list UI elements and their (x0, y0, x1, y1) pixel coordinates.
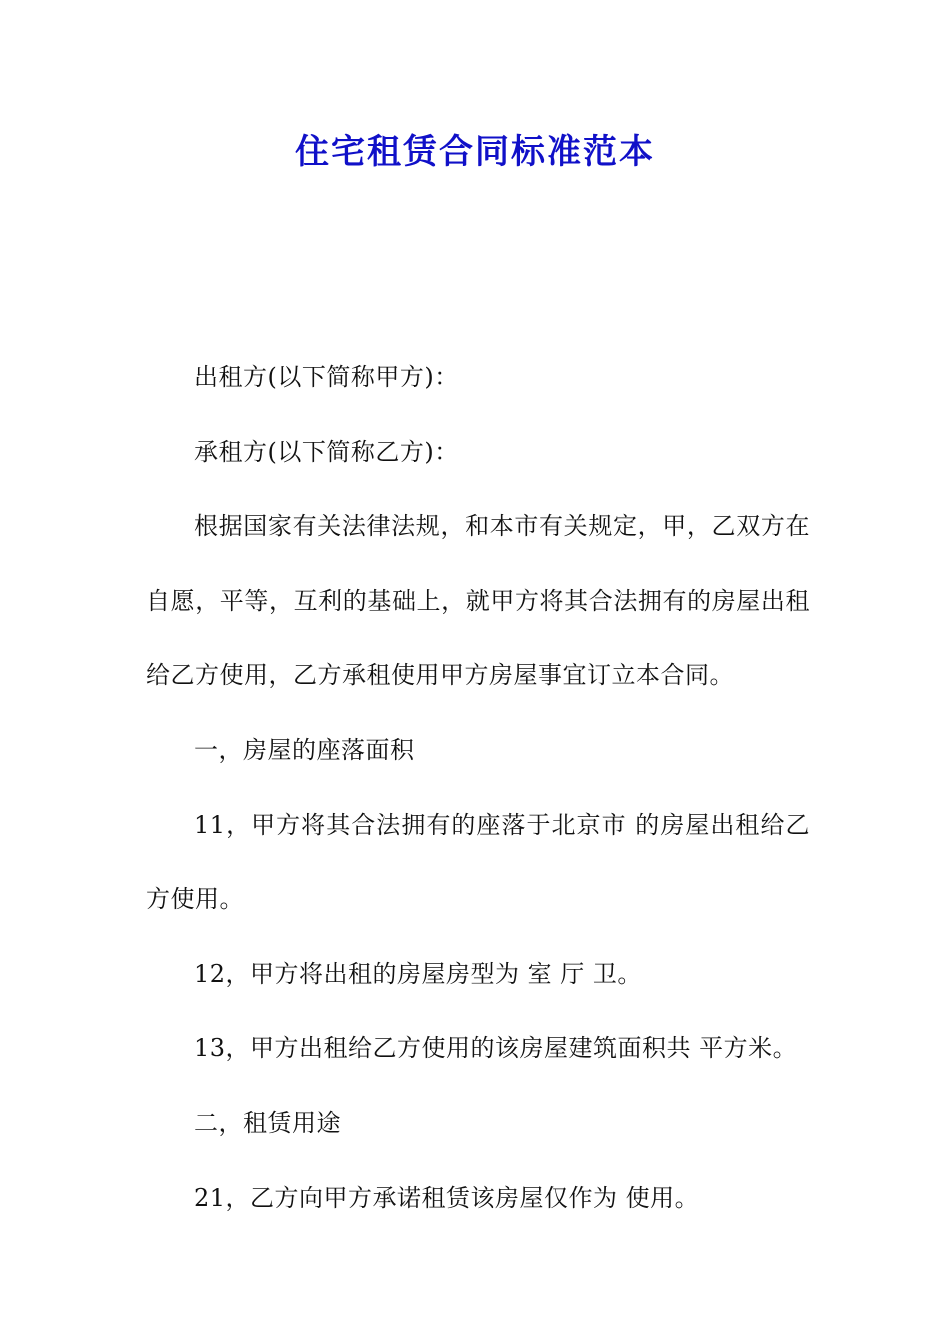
clause-1-1: 11，甲方将其合法拥有的座落于北京市 的房屋出租给乙方使用。 (146, 810, 810, 914)
section-heading-1: 一，房屋的座落面积 (194, 735, 415, 764)
preamble-paragraph: 根据国家有关法律法规，和本市有关规定，甲，乙双方在自愿，平等，互利的基础上，就甲方将其合法拥有的房屋出租给乙方使用，乙方承租使用甲方房屋事宜订立本合同。 (146, 512, 810, 690)
party-lessee-line: 承租方(以下简称乙方)： (194, 437, 459, 466)
clause-1-2: 12，甲方将出租的房屋房型为 室 厅 卫。 (194, 959, 642, 988)
clause-2-1: 21，乙方向甲方承诺租赁该房屋仅作为 使用。 (194, 1183, 700, 1212)
document-title: 住宅租赁合同标准范本 (295, 132, 655, 172)
section-heading-2: 二，租赁用途 (194, 1108, 341, 1137)
document-body (146, 340, 810, 1235)
clause-1-3: 13，甲方出租给乙方使用的该房屋建筑面积共 平方米。 (194, 1034, 798, 1063)
party-lessor-line: 出租方(以下简称甲方)： (194, 363, 459, 391)
